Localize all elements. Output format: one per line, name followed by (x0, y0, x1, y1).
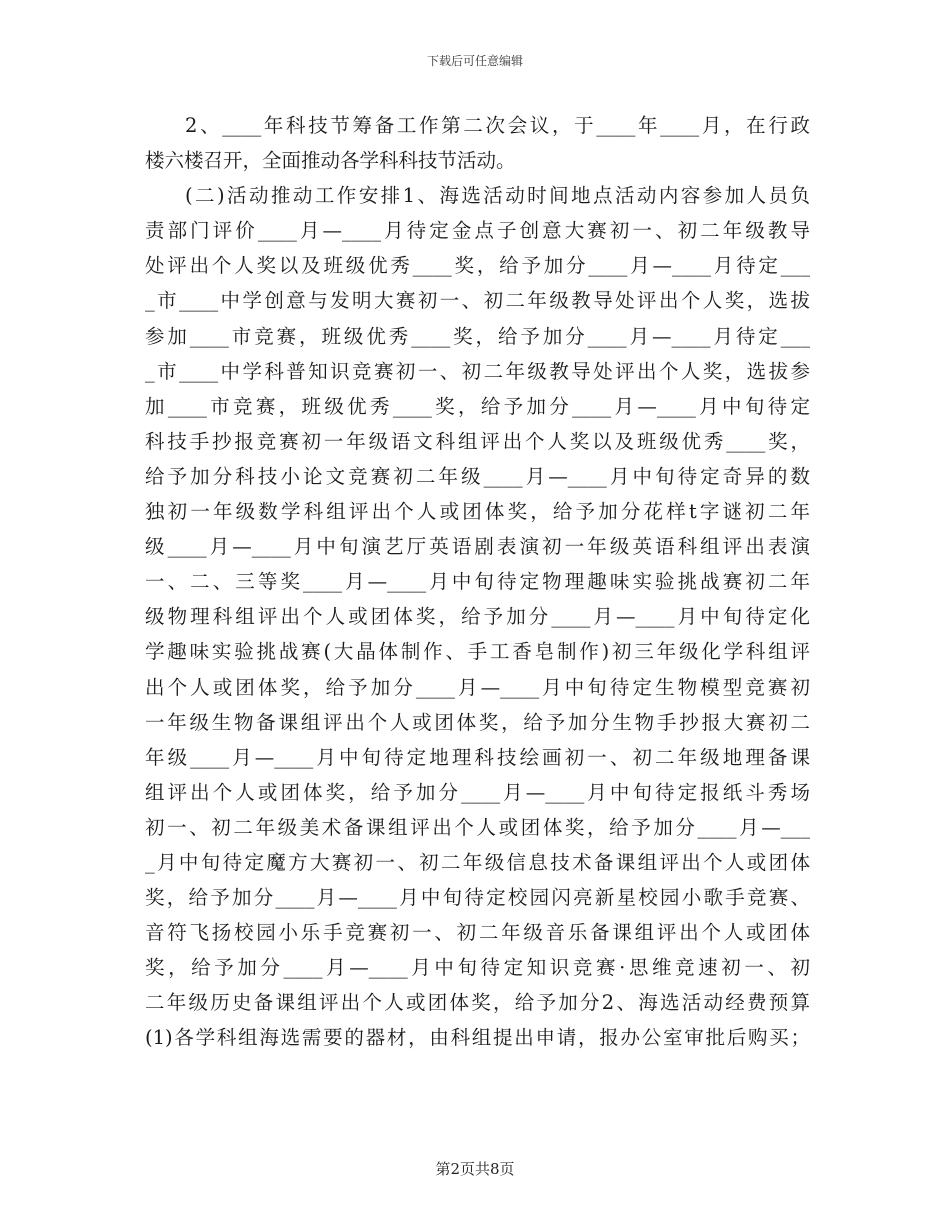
text-line: 初一、初二年级美术备课组评出个人或团体奖，给予加分____月—___ (145, 815, 810, 839)
text-line: 级____月—____月中旬演艺厅英语剧表演初一年级英语科组评出表演 (145, 535, 810, 559)
text-line: _月中旬待定魔方大赛初一、初二年级信息技术备课组评出个人或团体 (145, 850, 810, 874)
document-body (145, 108, 810, 1056)
text-line: _市____中学科普知识竞赛初一、初二年级教导处评出个人奖，选拔参 (145, 359, 810, 383)
text-line: 一年级生物备课组评出个人或团体奖，给予加分生物手抄报大赛初二 (145, 710, 810, 734)
text-line: 奖，给予加分____月—____月中旬待定知识竞赛·思维竞速初一、初 (145, 956, 810, 980)
text-line: (1)各学科组海选需要的器材，由科组提出申请，报办公室审批后购买； (145, 1026, 810, 1050)
text-line: 独初一年级数学科组评出个人或团体奖，给予加分花样t字谜初二年 (145, 500, 810, 524)
text-line: 处评出个人奖以及班级优秀____奖，给予加分____月—____月待定___ (145, 254, 810, 278)
text-line: 给予加分科技小论文竞赛初二年级____月—____月中旬待定奇异的数 (145, 464, 810, 488)
text-line: 科技手抄报竞赛初一年级语文科组评出个人奖以及班级优秀____奖， (145, 429, 810, 453)
text-line: 一、二、三等奖____月—____月中旬待定物理趣味实验挑战赛初二年 (145, 570, 810, 594)
text-line: 二年级历史备课组评出个人或团体奖，给予加分2、海选活动经费预算 (145, 991, 810, 1015)
text-line: 音符飞扬校园小乐手竞赛初一、初二年级音乐备课组评出个人或团体 (145, 921, 810, 945)
text-line: 出个人或团体奖，给予加分____月—____月中旬待定生物模型竞赛初 (145, 675, 810, 699)
text-line: 年级____月—____月中旬待定地理科技绘画初一、初二年级地理备课 (145, 745, 810, 769)
text-line: 级物理科组评出个人或团体奖，给予加分____月—____月中旬待定化 (145, 605, 810, 629)
text-line: 责部门评价____月—____月待定金点子创意大赛初一、初二年级教导 (145, 219, 810, 243)
text-line: 学趣味实验挑战赛(大晶体制作、手工香皂制作)初三年级化学科组评 (145, 640, 810, 664)
text-line: 奖，给予加分____月—____月中旬待定校园闪亮新星校园小歌手竞赛、 (145, 886, 810, 910)
text-line: 参加____市竞赛，班级优秀____奖，给予加分____月—____月待定___ (145, 324, 810, 348)
page-header-note: 下载后可任意编辑 (426, 54, 523, 68)
text-line: 组评出个人或团体奖，给予加分____月—____月中旬待定报纸斗秀场 (145, 780, 810, 804)
page-number: 第2页共8页 (435, 1160, 515, 1178)
text-line: 2、____年科技节筹备工作第二次会议，于____年____月，在行政 (185, 114, 810, 137)
text-line: _市____中学创意与发明大赛初一、初二年级教导处评出个人奖，选拔 (145, 289, 810, 313)
text-line: 楼六楼召开，全面推动各学科科技节活动。 (145, 149, 516, 173)
text-line: (二)活动推动工作安排1、海选活动时间地点活动内容参加人员负 (185, 184, 810, 208)
text-line: 加____市竞赛，班级优秀____奖，给予加分____月—____月中旬待定 (145, 394, 810, 418)
